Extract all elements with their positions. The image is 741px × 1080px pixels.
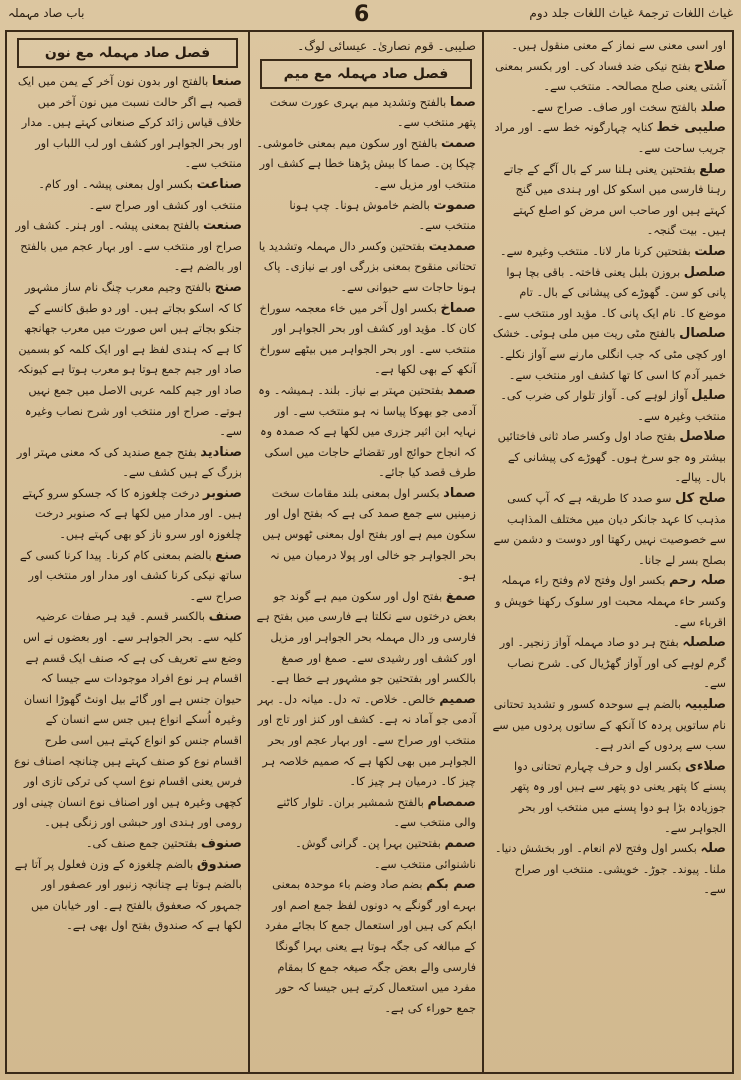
dictionary-entry bbox=[490, 118, 726, 159]
column-top-line: صلیبی۔ قوم نصاریٰ۔ عیسائی لوگ۔ bbox=[297, 39, 476, 53]
dictionary-entry bbox=[256, 237, 476, 299]
definition-text: بالفتح اور بدون نون آخر کے یمن میں ایک قصبہ ہے اگر حالت نسبت میں نون آخر میں خلاف قیاس زائد کرکے صنعانی کہتے ہیں۔ مدار اور بحر الجواہر اور کشف اور لب اللباب اور منتخب سے۔ bbox=[17, 75, 242, 171]
headword: صنعت bbox=[203, 218, 242, 234]
running-header-left: باب صاد مہملہ bbox=[8, 6, 85, 20]
dictionary-entry bbox=[13, 484, 242, 546]
headword: صلیبیہ bbox=[684, 697, 726, 712]
dictionary-entry bbox=[256, 484, 476, 587]
definition-text: بفتحتین بہرا پن۔ گرانی گوش۔ ناشنوائی منتخب سے۔ bbox=[295, 836, 476, 871]
definition-text: اور اسی معنی سے نماز کے معنی منقول ہیں۔ bbox=[511, 39, 726, 52]
definition-text: بفتح ہر دو صاد مہملہ آواز زنجیر۔ اور گرم لوہے کی اور آواز گھڑیال کی۔ شرح نصاب سے۔ bbox=[499, 636, 726, 691]
definition-text: بالضم ہے سوحدہ کسور و تشدید تحتانی نام ساتویں پردہ کا آنکھ کے ساتوں پردوں میں سے سب سے پردوں کے اندر ہے۔ bbox=[492, 698, 726, 753]
definition-text: بضم صاد وضم باء موحدہ بمعنی بہرے اور گونگے یہ دونوں لفظ جمع اصم اور ابکم کی ہیں اور استعمال جمع کا بجائے مفرد کے مبالغہ کی جگہ ہوتا ہے یعنی بہرا گونگا فارسی والے بعض جگہ صیغہ جمع کا بمقام مفرد میں استعمال کرتے ہیں جیسا کہ حور جمع حوراء کی ہے۔ bbox=[265, 878, 476, 1015]
definition-text: بکسر اول وفتح لام انعام۔ اور بخشش دنیا۔ ملنا۔ پیوند۔ جوڑ۔ خویشی۔ منتخب اور صراح سے۔ bbox=[494, 842, 726, 897]
definition-text: بالفتح اور سکون میم بمعنی خاموشی۔ چپکا پن۔ صما کا بیش پڑھنا خطا ہے کشف اور منتخب اور مزیل سے۔ bbox=[256, 136, 476, 191]
headword: صنع bbox=[215, 547, 242, 563]
definition-text: بفتح اول اور سکون میم ہے گوند جو بعض درختوں سے نکلتا ہے فارسی میں بفتح ہے فارسی ور دال مہملہ بحر الجواہر اور مزیل اور کشف اور رشیدی سے۔ صمغ اور صمغ بالکسر اور بفتحتین جو مشہور ہے خطا ہے۔ bbox=[256, 589, 476, 686]
headword: صمم bbox=[444, 835, 476, 851]
definition-text: بالفتح وتشدید میم بہری عورت سخت پتھر منتخب سے۔ bbox=[269, 95, 476, 130]
definition-text: بالضم خاموش ہونا۔ چپ ہونا منتخب سے۔ bbox=[289, 198, 476, 233]
definition-text: بروزن بلبل یعنی فاختہ۔ باقی بچا ہوا پانی کو سن۔ گھوڑے کی پیشانی کے بال۔ تام موضع کا۔ نام ایک پانی کا۔ مؤید اور منتخب سے۔ bbox=[497, 265, 726, 320]
headword: صلصل bbox=[683, 264, 726, 280]
headword: صلد bbox=[700, 99, 726, 115]
headword: صلیل bbox=[691, 388, 726, 404]
section-heading: فصل صاد مہملہ مع میم bbox=[260, 59, 472, 89]
definition-text: بالفتح بمعنی پیشہ۔ اور ہنر۔ کشف اور صراح اور منتخب سے۔ اور بہار عجم میں بالفتح اور بالضم ہے۔ bbox=[15, 219, 242, 274]
definition-text: بکسر اول آخر میں خاء معجمہ سوراخ کان کا۔ مؤید اور کشف اور بحر الجواہر اور منتخب سے۔ اور بحر الجواہر میں بیٹھے سوراخ آنکھ کے بھی لکھا ہے۔ bbox=[259, 301, 476, 377]
dictionary-entry bbox=[13, 855, 242, 937]
headword: صموت bbox=[433, 197, 476, 213]
headword: صلہ رحم bbox=[668, 573, 726, 589]
dictionary-entry bbox=[490, 242, 726, 263]
dictionary-entry bbox=[256, 93, 476, 134]
definition-text: بفتحتین جمع صنف کی۔ bbox=[85, 836, 201, 850]
headword: صلع bbox=[699, 161, 726, 177]
dictionary-entry bbox=[256, 134, 476, 196]
headword: صم بکم bbox=[426, 877, 476, 893]
definition-text: بفتحتین یعنی ہلنا سر کے بال آگے کے جاتے رہنا فارسی میں اسکو کل اور ہندی میں گنج کہتے ہیں اور صاحب اس مرض کو اصلع کہتے ہیں۔ بیت گنجہ۔ bbox=[503, 162, 726, 238]
definition-text: بالفتح سخت اور صاف۔ صراح سے۔ bbox=[530, 100, 701, 114]
dictionary-entry bbox=[490, 263, 726, 325]
section-heading: فصل صاد مہملہ مع نون bbox=[17, 38, 238, 68]
dictionary-entry bbox=[256, 793, 476, 834]
dictionary-entry bbox=[490, 98, 726, 119]
column-left bbox=[7, 32, 250, 1072]
headword: صنوبر bbox=[203, 485, 242, 501]
headword: صندوق bbox=[196, 856, 242, 872]
definition-text: بالضم بمعنی کام کرنا۔ پیدا کرنا کسی کے ساتھ نیکی کرنا کشف اور مدار اور منتخب اور صراح سے۔ bbox=[19, 548, 242, 603]
dictionary-entry bbox=[13, 607, 242, 834]
definition-text: بفتح صاد اول وکسر صاد ثانی فاختائیں بیشتر وہ جو سرخ ہوں۔ گھوڑے کی پیشانی کے بال۔ پیالے۔ bbox=[497, 430, 726, 485]
dictionary-entry bbox=[13, 546, 242, 608]
dictionary-entry bbox=[490, 57, 726, 98]
headword: صلیبی خط bbox=[656, 120, 726, 136]
definition-text: بالضم چلغوزہ کے وزن فعلول پر آتا ہے بالضم ہوتا ہے چنانچہ زنبور اور عصفور اور جمہور کہ صعفوق بالفتح ہے۔ اور خیابان میں لکھا ہے کہ صندوق بفتح اول بھی ہے۔ bbox=[14, 857, 242, 933]
dictionary-entry bbox=[13, 443, 242, 484]
definition-text: بکسر اول وفتح لام وفتح راء مہملہ وکسر حاء مہملہ محبت اور سلوک رکھنا خویش و اقرباء سے۔ bbox=[495, 574, 726, 629]
dictionary-entry bbox=[256, 690, 476, 793]
definition-text: بالکسر قسم۔ قید ہر صفات عرضیہ کلیہ سے۔ بحر الجواہر سے۔ اور بعضوں نے اس وضع سے تعریف کی ہے کہ صنف ایک قسم ہے اقسام ہر نوع افراد موجودات سے جیسا کہ حیوان جنس ہے اور گائے بیل اونٹ گھوڑا انسان وغیرہ اُسکے انواع ہیں جس سے انسان کے اقسام جنس کو انواع کہتے ہیں اسی طرح اقسام نوع کو صنف کہتے ہیں چنانچہ اصناف نوع فرس یعنی اقسام نوع اسپ کی ترکی تازی اور کچھی وغیرہ ہیں اور اصناف نوع انسان چینی اور رومی اور ہندی اور حبشی اور زنگی ہیں۔ bbox=[13, 610, 242, 830]
headword: صمغ bbox=[445, 588, 476, 604]
headword: صمصام bbox=[427, 794, 476, 810]
headword: صناعت bbox=[196, 176, 242, 192]
headword: صلت bbox=[694, 243, 726, 259]
definition-text: بالفتح وجیم معرب چنگ نام ساز مشہور کا کہ اسکو بجاتے ہیں۔ اور دو طبق کانسے کے جنکو بجاتے ہیں اس صورت میں معرب جھانجھ کا ہے کہ ہندی لفظ ہے اور ایک کلمہ کو بسمین صاد اور جیم جمع ہوتا ہو معرب ہوتا ہے کیونکہ صاد اور جیم کلمہ عربی الاصل میں جمع نہیں ہوتے۔ صراح اور منتخب اور شرح نصاب وغیرہ سے۔ bbox=[17, 280, 242, 439]
headword: صمد bbox=[447, 382, 476, 398]
headword: صمدیت bbox=[428, 238, 476, 254]
dictionary-entry bbox=[256, 299, 476, 381]
column-middle bbox=[250, 32, 484, 1072]
dictionary-entry bbox=[490, 324, 726, 386]
headword: صنج bbox=[214, 279, 242, 295]
dictionary-entry bbox=[490, 489, 726, 571]
headword: صماد bbox=[443, 485, 476, 501]
dictionary-entry bbox=[490, 386, 726, 427]
page-number: 6 bbox=[354, 2, 370, 27]
dictionary-entry bbox=[13, 278, 242, 443]
definition-text: بفتحتین کرنا مار لانا۔ منتخب وغیرہ سے۔ bbox=[499, 244, 695, 258]
definition-text: آواز لوہے کی۔ آواز تلوار کی ضرب کی۔ منتخب وغیرہ سے۔ bbox=[500, 389, 726, 423]
dictionary-entry bbox=[490, 839, 726, 901]
definition-text: بفتح جمع صندید کی کہ معنی مہتر اور بزرگ کے ہیں کشف سے۔ bbox=[16, 445, 242, 480]
definition-text: درخت چلغوزہ کا کہ جسکو سرو کہتے ہیں۔ اور مدار میں لکھا ہے کہ صنوبر درخت چلغوزہ اور سرو ناز کو بھی کہتے ہیں۔ bbox=[22, 486, 242, 542]
definition-text: بکسر اول بمعنی پیشہ۔ اور کام۔ منتخب اور کشف اور صراح سے۔ bbox=[38, 177, 242, 212]
dictionary-entry bbox=[490, 36, 726, 57]
definition-text: خالص۔ خلاص۔ تہ دل۔ میانہ دل۔ بہر آدمی جو آماد نہ ہے۔ کشف اور کنز اور تاج اور منتخب اور صراح سے۔ اور بہار عجم اور بحر الجواہر میں بھی لکھا ہے کہ صمیم خلاصہ ہر چیز کا۔ درمیان ہر چیز کا۔ bbox=[257, 692, 476, 789]
headword: صلہ bbox=[700, 841, 726, 857]
headword: صلح کل bbox=[675, 491, 726, 507]
dictionary-entry bbox=[256, 834, 476, 875]
dictionary-entry bbox=[490, 695, 726, 757]
column-right bbox=[484, 32, 732, 1072]
dictionary-entry bbox=[256, 587, 476, 690]
text-frame bbox=[5, 30, 734, 1074]
definition-text: بفتحتین مہتر بے نیاز۔ بلند۔ ہمیشہ۔ وہ آدمی جو بھوکا پیاسا نہ ہو منتخب سے۔ اور نہایہ ابن اثیر جزری میں لکھا ہے کہ صمدہ وہ کہ انجاح حوائج اور تقضائے حاجات میں اسکی طرف قصد کیا جائے۔ bbox=[258, 383, 476, 480]
dictionary-entry bbox=[13, 72, 242, 175]
headword: صلصلہ bbox=[682, 635, 726, 651]
dictionary-entry bbox=[256, 875, 476, 1019]
dictionary-entry bbox=[490, 427, 726, 489]
headword: صما bbox=[449, 94, 476, 110]
dictionary-entry bbox=[13, 834, 242, 855]
dictionary-entry bbox=[13, 216, 242, 278]
running-header-right: غیاث اللغات ترجمۂ غیاث اللغات جلد دوم bbox=[529, 6, 733, 20]
dictionary-entry bbox=[490, 757, 726, 839]
definition-text: بالفتح شمشیر بران۔ تلوار کاٹنے والی منتخب سے۔ bbox=[276, 795, 476, 830]
headword: صمت bbox=[440, 135, 476, 151]
dictionary-entry bbox=[490, 571, 726, 633]
dictionary-entry bbox=[490, 160, 726, 242]
headword: صنف bbox=[208, 609, 242, 625]
definition-text: بکسر اول بمعنی بلند مقامات سخت زمینیں سے جمع صمد کی ہے کہ بفتح اول اور سکون میم ہے اور بفتح اول بمعنی ٹھوس ہیں بحر الجواہر جو خالی اور پولا درمیان میں نہ ہو۔ bbox=[262, 486, 476, 583]
dictionary-entry bbox=[256, 381, 476, 484]
dictionary-entry bbox=[13, 175, 242, 216]
headword: صماخ bbox=[440, 300, 476, 316]
definition-text: بفتحتین وکسر دال مہملہ وتشدید یا تحتانی منقوح بمعنی بزرگی اور بے نیازی۔ پاک ہونا حاجات سے حیوانی سے۔ bbox=[258, 239, 476, 294]
definition-text: بفتح نیکی ضد فساد کی۔ اور بکسر بمعنی آشتی یعنی صلح مصالحہ۔ منتخب سے۔ bbox=[495, 59, 726, 94]
headword: صلاصل bbox=[679, 429, 726, 445]
definition-text: بالفتح مٹی ریت میں ملی ہوئی۔ خشک اور کچی مٹی کہ جب انگلی مارنے سے آواز نکلے۔ خمیر آدم کا اسی کا تھا کشف اور منتخب سے۔ bbox=[492, 327, 726, 382]
headword: صنادید bbox=[200, 444, 242, 460]
definition-text: سو صدد کا طریقہ ہے کہ آپ کسی مذہب کا عہد جانکر دیان میں مختلف المذاہب سے خصوصیت نہیں رکھتا اور دوست و دشمن سے بصلح بسر لے جانا۔ bbox=[493, 492, 726, 567]
definition-text: بکسر اول و حرف چہارم تحتانی دوا پسنے کا پتھر یعنی دو پتھر سے ہیں اور وہ پتھر جوزیادہ بڑا ہو دوا پسنے میں منتخب اور بحر الجواہر سے۔ bbox=[511, 759, 726, 835]
headword: صمیم bbox=[439, 691, 476, 707]
definition-text: کنایہ چہارگونہ خط سے۔ اور مراد جریب ساحت سے۔ bbox=[494, 121, 726, 155]
dictionary-entry bbox=[490, 633, 726, 695]
headword: صلصال bbox=[679, 326, 726, 342]
dictionary-entry bbox=[256, 196, 476, 237]
headword: صلاءی bbox=[685, 758, 726, 774]
headword: صنعا bbox=[211, 74, 242, 89]
headword: صنوف bbox=[200, 835, 242, 851]
headword: صلاح bbox=[694, 58, 726, 74]
